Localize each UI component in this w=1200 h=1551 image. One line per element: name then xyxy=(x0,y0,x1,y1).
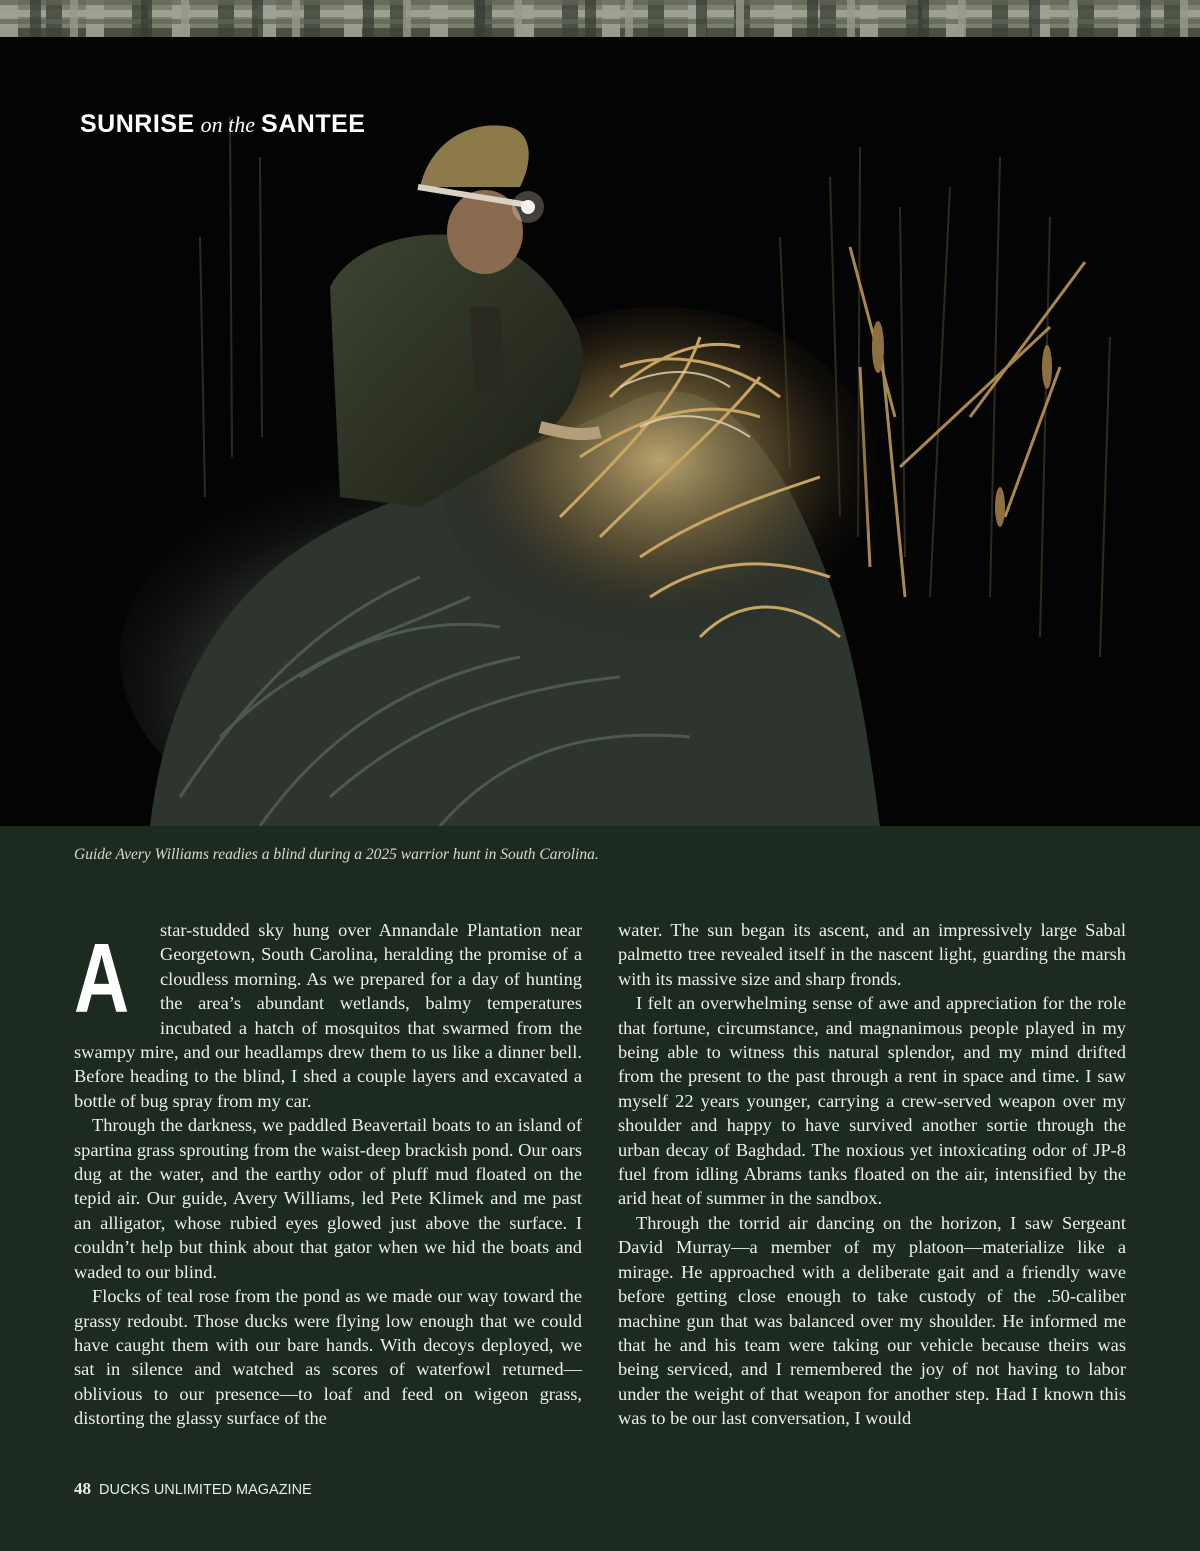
hero-photo xyxy=(0,37,1200,826)
camo-banner xyxy=(0,0,1200,37)
page-number: 48 xyxy=(74,1479,91,1498)
page-footer xyxy=(74,1479,312,1499)
paragraph: water. The sun began its ascent, and an impressively large Sabal palmetto tree revealed itself in the nascent light, guarding the marsh with its massive size and sharp fronds. xyxy=(618,920,1126,989)
article-column-right xyxy=(618,918,1126,1431)
photo-illustration xyxy=(0,37,1200,826)
paragraph: star-studded sky hung over Annandale Plantation near Georgetown, South Carolina, heralding the promise of a cloudless morning. As we prepared for a day of hunting the area’s abundant wetlands, balmy temperatures incubated a hatch of mosquitos that swarmed from the swampy mire, and our headlamps drew them to us like a dinner bell. Before heading to the blind, I shed a couple layers and excavated a bottle of bug spray from my car. xyxy=(74,920,582,1111)
photo-caption: Guide Avery Williams readies a blind during a 2025 warrior hunt in South Carolina. xyxy=(74,846,599,863)
section-title xyxy=(80,110,365,139)
title-on-the: on the xyxy=(200,112,256,137)
paragraph: Through the torrid air dancing on the horizon, I saw Sergeant David Murray—a member of my platoon—materialize like a mirage. He approached with a deliberate gait and a friendly wave before getting close enough to take custody of the .50-caliber machine gun that was balanced over my shoulder. He informed me that he and his team were taking our vehicle because theirs was being serviced, and I remembered the joy of not having to labor under the weight of that weapon for another step. Had I known this was to be our last conversation, I would xyxy=(618,1212,1126,1429)
paragraph: Flocks of teal rose from the pond as we made our way toward the grassy redoubt. Those ducks were flying low enough that we could have caught them with our bare hands. With decoys deployed, we sat in silence and watched as scores of waterfowl returned—oblivious to our presence—to loaf and feed on wigeon grass, distorting the glassy surface of the xyxy=(74,1286,582,1429)
title-santee: SANTEE xyxy=(261,110,366,138)
drop-cap: A xyxy=(74,923,130,1033)
paragraph: Through the darkness, we paddled Beavertail boats to an island of spartina grass sprouting from the waist-deep brackish pond. Our oars dug at the water, and the earthy odor of pluff mud floated on the tepid air. Our guide, Avery Williams, led Pete Klimek and me past an alligator, whose rubied eyes glowed just above the surface. I couldn’t help but think about that gator when we hid the boats and waded to our blind. xyxy=(74,1115,582,1282)
title-sunrise: SUNRISE xyxy=(80,110,195,138)
article-column-left xyxy=(74,918,582,1431)
paragraph: I felt an overwhelming sense of awe and appreciation for the role that fortune, circumstance, and magnanimous people played in my being able to witness this natural splendor, and my mind drifted from the present to the past through a rent in space and time. I saw myself 22 years younger, carrying a crew-served weapon over my shoulder and happy to have survived another sortie through the urban decay of Baghdad. The noxious yet intoxicating odor of JP-8 fuel from idling Abrams tanks floated on the air, intensified by the arid heat of summer in the sandbox. xyxy=(618,993,1126,1209)
publication-name: DUCKS UNLIMITED MAGAZINE xyxy=(99,1482,312,1498)
